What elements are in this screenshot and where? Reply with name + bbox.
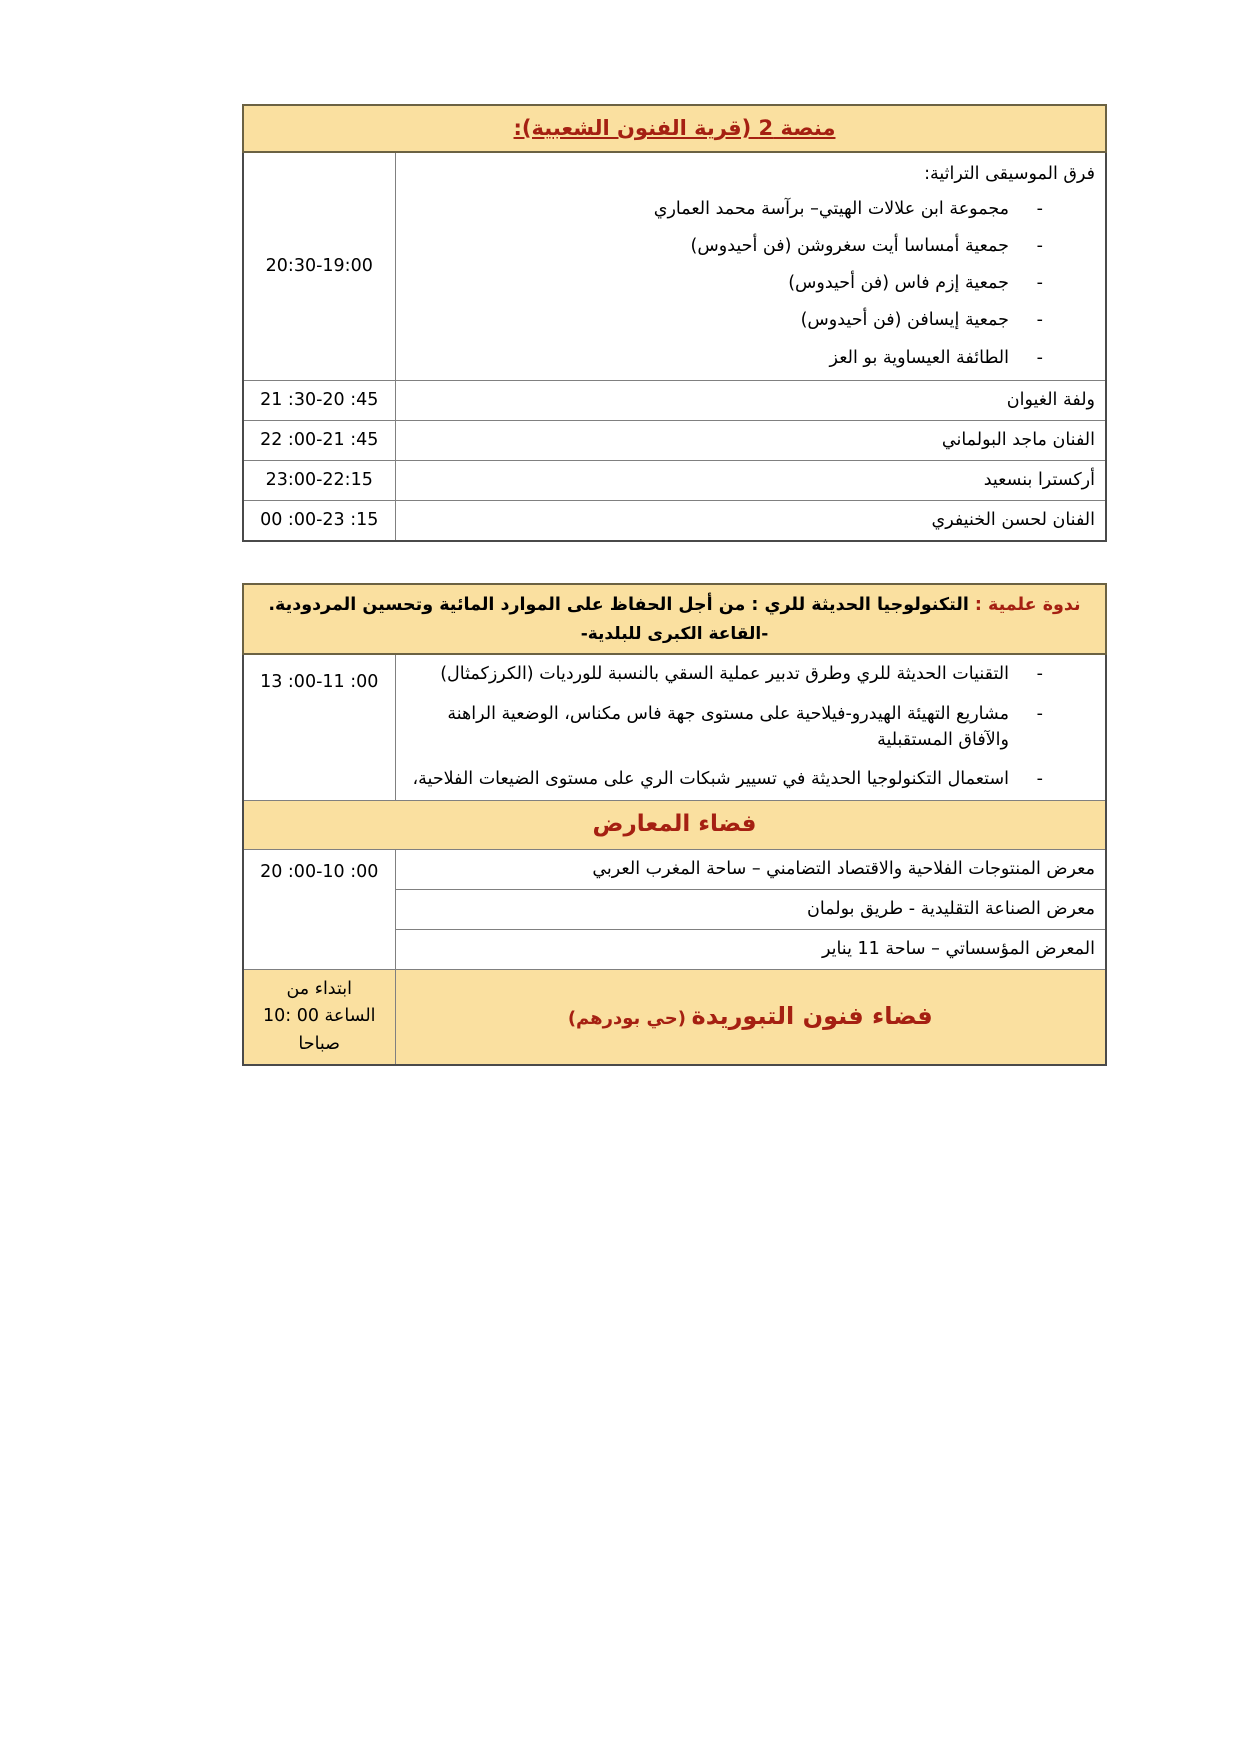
- seminar-topics-list: [406, 661, 1096, 792]
- seminar-header-cell: [243, 584, 1106, 654]
- stage-table-header-cell: [243, 105, 1106, 152]
- seminar-header-line: [254, 591, 1095, 619]
- seminar-venue: -القاعة الكبرى للبلدية-: [580, 624, 769, 644]
- stage-row-4-content: الفنان لحسن الخنيفري: [395, 501, 1106, 542]
- tabourida-time-line-1: الساعة 00 :10: [262, 1006, 376, 1027]
- seminar-exhibition-table: [242, 583, 1107, 1066]
- table-row: [243, 501, 1106, 542]
- stage-row-3-content: أركسترا بنسعيد: [395, 461, 1106, 501]
- exhibitions-time: 20 :00-10 :00: [243, 849, 395, 969]
- exhibition-row-2: المعرض المؤسساتي – ساحة 11 يناير: [395, 930, 1106, 970]
- tabourida-title-sub: (حي بودرهم): [567, 1008, 686, 1030]
- stage-row-3-time: 23:00-22:15: [243, 461, 395, 501]
- stage-row-1-content: ولفة الغيوان: [395, 380, 1106, 420]
- stage-row-2-content: الفنان ماجد البولماني: [395, 421, 1106, 461]
- table-row: [243, 849, 1106, 889]
- list-item: - مشاريع التهيئة الهيدرو-فيلاحية على مستوى جهة فاس مكناس، الوضعية الراهنة والآفاق المستقبلية: [406, 701, 1096, 754]
- list-item: - جمعية إزم فاس (فن أحيدوس): [406, 270, 1096, 296]
- list-item: - جمعية إيسافن (فن أحيدوس): [406, 307, 1096, 333]
- stage-row-0-time: 20:30-19:00: [243, 152, 395, 381]
- table-row-header: [243, 584, 1106, 654]
- exhibition-row-1: معرض الصناعة التقليدية - طريق بولمان: [395, 890, 1106, 930]
- seminar-keyword: ندوة علمية :: [974, 595, 1081, 615]
- list-item: - الطائفة العيساوية بو العز: [406, 345, 1096, 371]
- stage-row-2-time: 22 :00-21 :45: [243, 421, 395, 461]
- table-row: [243, 421, 1106, 461]
- stage-row-1-time: 21 :30-20 :45: [243, 380, 395, 420]
- table-row-header: [243, 105, 1106, 152]
- table-row: [243, 152, 1106, 381]
- tabourida-time-line-2: صباحا: [298, 1033, 341, 1054]
- stage-row-4-time: 00 :00-23 :15: [243, 501, 395, 542]
- table-row-subheader: [243, 801, 1106, 850]
- exhibitions-banner-cell: [243, 801, 1106, 850]
- stage-row-0-title: فرق الموسيقى التراثية:: [924, 163, 1095, 184]
- tabourida-title-cell: [395, 970, 1106, 1065]
- exhibitions-banner-text: فضاء المعارض: [592, 811, 757, 838]
- seminar-time: 13 :00-11 :00: [243, 654, 395, 801]
- seminar-header-title: التكنولوجيا الحديثة للري : من أجل الحفاظ على الموارد المائية وتحسين المردودية.: [268, 595, 969, 615]
- tabourida-title-main: فضاء فنون التبوريدة: [691, 1002, 933, 1031]
- exhibition-row-0: معرض المنتوجات الفلاحية والاقتصاد التضامني – ساحة المغرب العربي: [395, 849, 1106, 889]
- table-row: [243, 380, 1106, 420]
- stage-schedule-table: [242, 104, 1107, 542]
- list-item: - مجموعة ابن علالات الهيتي– برآسة محمد العماري: [406, 196, 1096, 222]
- stage-row-0-content: [395, 152, 1106, 381]
- list-item: - استعمال التكنولوجيا الحديثة في تسيير شبكات الري على مستوى الضيعات الفلاحية،: [406, 766, 1096, 792]
- stage-table-header-text: منصة 2 (قرية الفنون الشعبية):: [513, 116, 836, 140]
- table-row: [243, 654, 1106, 801]
- seminar-topics-cell: [395, 654, 1106, 801]
- tabourida-time-line-0: ابتداء من: [286, 979, 353, 1000]
- list-item: - جمعية أمساسا أيت سغروشن (فن أحيدوس): [406, 233, 1096, 259]
- table-row: [243, 461, 1106, 501]
- stage-row-0-list: [406, 196, 1096, 371]
- list-item: - التقنيات الحديثة للري وطرق تدبير عملية السقي بالنسبة للورديات (الكرزكمثال): [406, 661, 1096, 687]
- table-row-tabourida: [243, 970, 1106, 1065]
- tabourida-time-cell: [243, 970, 395, 1065]
